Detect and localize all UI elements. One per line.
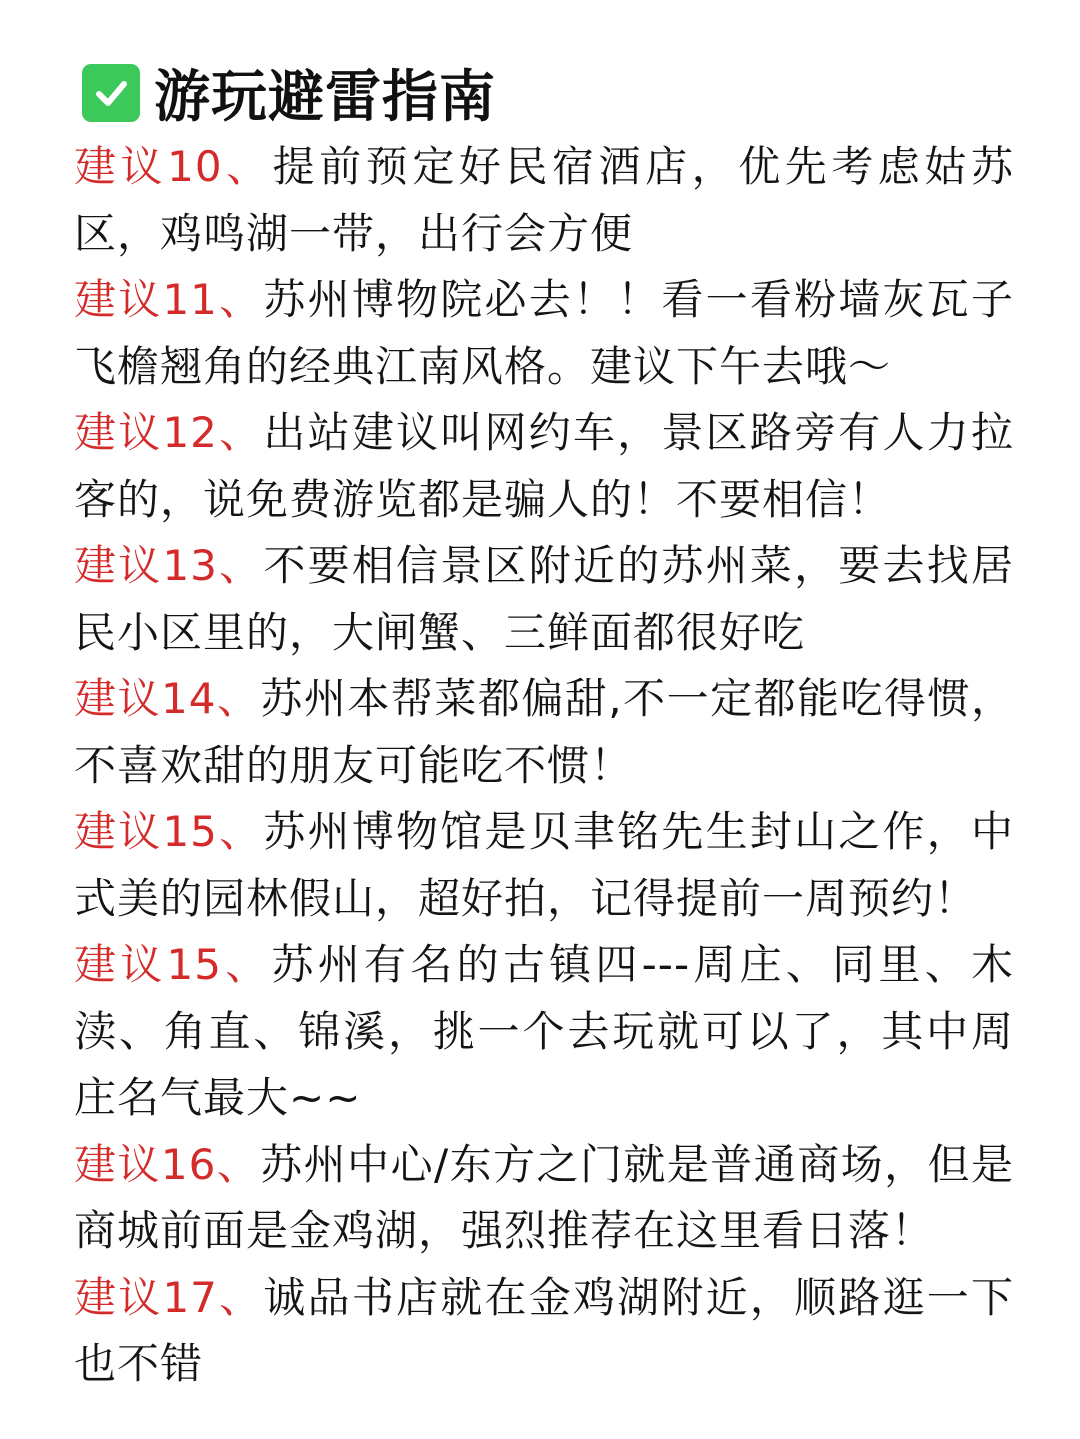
tip-item — [74, 1132, 1014, 1265]
tip-text: 提前预定好民宿酒店，优先考虑姑苏区，鸡鸣湖一带，出行会方便 — [74, 142, 1014, 258]
guide-page — [74, 58, 1014, 1398]
tip-label: 建议14、 — [74, 674, 261, 723]
tip-label: 建议17、 — [74, 1272, 264, 1322]
tip-text: 出站建议叫网约车，景区路旁有人力拉客的，说免费游览都是骗人的！不要相信！ — [74, 408, 1014, 524]
tip-label: 建议15、 — [74, 940, 272, 989]
tip-label: 建议10、 — [74, 142, 273, 191]
tip-label: 建议15、 — [74, 807, 264, 856]
tip-item — [74, 666, 1014, 799]
tip-text: 不要相信景区附近的苏州菜，要去找居民小区里的，大闸蟹、三鲜面都很好吃 — [74, 541, 1014, 657]
tip-label: 建议11、 — [74, 275, 264, 324]
tip-text: 苏州中心/东方之门就是普通商场，但是商城前面是金鸡湖，强烈推荐在这里看日落！ — [74, 1139, 1014, 1255]
tip-text: 苏州博物馆是贝聿铭先生封山之作，中式美的园林假山，超好拍，记得提前一周预约！ — [74, 807, 1014, 923]
tip-item — [74, 267, 1014, 400]
tips-list — [74, 134, 1014, 1398]
tip-text: 诚品书店就在金鸡湖附近，顺路逛一下也不错 — [74, 1272, 1014, 1388]
header — [82, 58, 1014, 128]
tip-text: 苏州本帮菜都偏甜,不一定都能吃得惯，不喜欢甜的朋友可能吃不惯！ — [74, 674, 1014, 790]
tip-item — [74, 799, 1014, 932]
tip-text: 苏州博物院必去！！看一看粉墙灰瓦子飞檐翘角的经典江南风格。建议下午去哦～ — [74, 275, 1014, 391]
tip-item — [74, 932, 1014, 1132]
tip-label: 建议12、 — [74, 408, 264, 457]
tip-item — [74, 134, 1014, 267]
page-title: 游玩避雷指南 — [154, 65, 496, 130]
tip-label: 建议16、 — [74, 1139, 261, 1189]
tip-item — [74, 1265, 1014, 1398]
tip-label: 建议13、 — [74, 541, 264, 590]
tip-text: 苏州有名的古镇四---周庄、同里、木渎、角直、锦溪，挑一个去玩就可以了，其中周庄名气最大~~ — [74, 940, 1014, 1122]
tip-item — [74, 533, 1014, 666]
tip-item — [74, 400, 1014, 533]
check-icon — [82, 64, 140, 122]
